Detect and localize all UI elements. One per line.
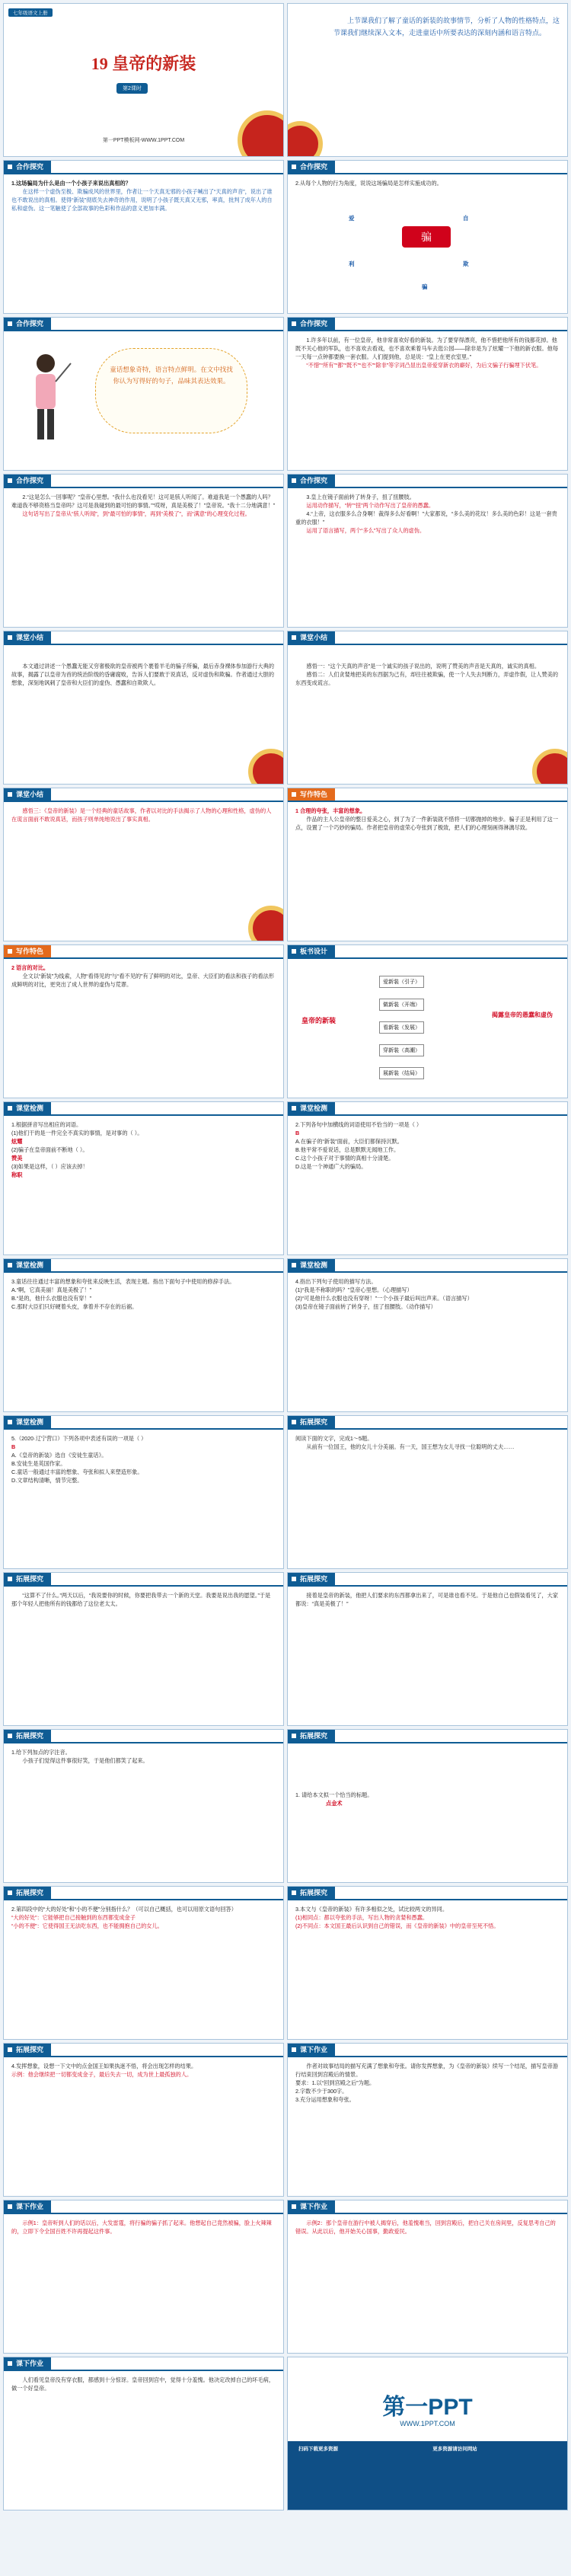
slide-15 [3,1101,284,1255]
option: C.那时大臣们只好硬着头皮，拿着并不存在的后裾。 [11,1303,138,1310]
slide-30 [287,2200,568,2354]
section-tab: 写作特色 [4,945,51,957]
diagram-label: 爱 [349,215,355,222]
page-title: 19 皇帝的新装 [91,54,196,73]
intro-text: 上节课我们了解了童话的新装的故事情节，分析了人物的性格特点，这节课我们继续深入文本，走进童话中所要表达的深刻内涵和语言特点。 [333,17,560,37]
slide-26 [287,1886,568,2040]
list-item: (2)“可是他什么衣服也没有穿呀！”一个小孩子最后叫出声来。（语言描写） [295,1295,473,1302]
brand-logo: 第一PPT [382,2395,473,2420]
option: A.《皇帝的新装》选自《安徒生童话》。 [11,1452,107,1459]
question: 4.指出下列句子使用的描写方法。 [295,1278,377,1285]
slide-24 [287,1729,568,1883]
board-right: 揭露皇帝的愚蠢和虚伪 [492,1012,553,1018]
section-tab: 合作探究 [288,161,335,173]
section-tab: 拓展探究 [288,1730,335,1742]
insight-text: 感悟三：《皇帝的新装》是一个经典的童话故事，作者以对比的手法揭示了人物的心理和性格，虚伪的人在谎言面前不敢说真话，而孩子则单纯地说出了事实真相。 [11,807,272,823]
list-item: (3)皇帝在镜子面前转了转身子，扭了扭腰肢。（动作描写） [295,1303,436,1310]
list-item: (1)他们干的是一件完全不真实的事情，是对事的（ ）。 [11,1130,143,1136]
feature-heading: 2 语言的对比。 [11,964,49,971]
answer: 赞美 [11,1155,23,1162]
section-tab: 拓展探究 [4,2044,51,2056]
decoration-circle-icon [287,121,323,157]
option: C.这个小孩子对于事情的真相十分清楚。 [295,1155,394,1162]
teacher-icon [19,348,72,447]
section-tab: 课堂检测 [288,1259,335,1271]
slide-12 [287,788,568,941]
analysis-note: 运用动作描写，“转”“扭”两个动作写出了皇帝的愚蠢。 [306,502,435,509]
list-item: (1)“我是不称职的吗？”皇帝心里想。（心理描写） [295,1286,413,1293]
section-tab: 课堂小结 [288,631,335,644]
slide-7 [3,474,284,628]
answer: 在这样一个虚伪至极、欺骗成风的世界里，作者让一个天真无邪的小孩子喊出了“天真的声音”，说出了谁也不敢说出的真相。使得“新装”彻底失去神奇的作用，说明了小孩子既天真又无邪，率真，批判了成年人的自私和虚伪。这一笔触使了全部故事的色彩和作品的意义更加丰满。 [11,188,273,212]
option: C.童话一般通过丰富的想象、夸张和拟人来塑造形象。 [11,1469,143,1475]
question: 1.这场骗局为什么是由一个小孩子来说出真相的？ [11,180,131,187]
brand-url[interactable]: WWW.1PPT.COM [400,2420,455,2427]
section-tab: 课堂小结 [4,631,51,644]
slide-20 [287,1415,568,1569]
answer: “小的不便”：它使得国王无法吃东西，也不能拥抱自己的女儿。 [11,1922,163,1929]
lesson-button[interactable]: 第2课时 [116,83,148,94]
board-item: 做新装（开端） [379,999,424,1011]
summary-text: 本文通过讲述一个愚蠢无能又穷奢极欲的皇帝被两个裹着羊毛的骗子所骗，最后赤身裸体参加游行大典的故事，揭露了以皇帝为首的统治阶级的昏庸腐败，告诉人们要敢于说真话，反对虚伪和欺骗。作者通过大胆的想象，深刻地讽刺了皇帝和大臣们的虚伪、愚蠢和自欺欺人。 [11,663,275,686]
quote-text: 3.皇上在镜子面前转了转身子，扭了扭腰肢。 [306,494,415,500]
reading-text: 小孩子们觉得这件事很好笑，于是他们都笑了起来。 [22,1757,148,1764]
section-tab: 拓展探究 [4,1730,51,1742]
feature-text: 全文以“新装”为线索，人物“看得见的”与“看不见的”有了鲜明的对比，皇帝、大臣们的看法和孩子的看法形成鲜明的对比，更突出了成人世界的虚伪与荒谬。 [11,973,275,988]
diagram-label: 骗 [422,283,428,290]
option: B.安徒生是英国作家。 [11,1460,66,1467]
section-tab: 合作探究 [288,475,335,487]
slide-4 [287,160,568,314]
question: 5.（2020·辽宁营口）下列各项中表述有误的一项是（ ） [11,1435,147,1442]
diagram-label: 自 [463,215,469,222]
slide-5 [3,317,284,471]
sample-text: 人们看见皇帝没有穿衣服，都感到十分惊讶。皇帝回到宫中，觉得十分羞愧。他决定改掉自己的坏毛病，做一个好皇帝。 [11,2376,275,2392]
section-tab: 拓展探究 [288,1416,335,1428]
section-tab: 写作特色 [288,788,335,801]
section-tab: 课堂检测 [4,1259,51,1271]
slide-25 [3,1886,284,2040]
section-tab: 课堂检测 [4,1102,51,1114]
slide-18 [287,1258,568,1412]
slide-17 [3,1258,284,1412]
slide-29 [3,2200,284,2354]
footer-right-title: 更多资源请访问网站 [432,2447,477,2452]
question: 2.下列各句中加横线的词语使用不恰当的一项是（ ） [295,1121,423,1128]
list-item: (2)骗子在皇帝面前不断地（ ）。 [11,1146,88,1153]
answer: “大的好处”：它能够把自己接触到的东西都变成金子 [11,1914,136,1921]
board-item: 看新装（发展） [379,1021,424,1034]
question: 1. 请给本文拟一个恰当的标题。 [295,1791,373,1798]
section-tab: 拓展探究 [4,1573,51,1585]
board-item: 展新装（结局） [379,1067,424,1079]
board-item: 穿新装（高潮） [379,1044,424,1056]
feature-text: 作品的主人公皇帝的整日爱美之心，到了为了一件新装就不惜将一切都抛掉的地步。骗子正是利用了这一点，设置了一个巧妙的骗局。作者把皇帝的虚荣心夸张到了极致，把人们的心理刻画得淋漓尽致。 [295,816,559,831]
prompt-cloud: 童话想象奇特，语言特点鲜明。在文中找找你认为写得好的句子，品味其表达效果。 [95,348,247,433]
section-tab: 课堂检测 [4,1416,51,1428]
section-tab: 拓展探究 [288,1887,335,1899]
grade-tag: 七年级语文上册 [8,8,53,17]
answer: 示例：他会继续把一切都变成金子，最后失去一切，成为世上最孤独的人。 [11,2071,193,2078]
slide-21 [3,1572,284,1726]
section-tab: 课下作业 [4,2357,51,2370]
slide-8 [287,474,568,628]
slide-13 [3,944,284,1098]
slide-9 [3,631,284,785]
slide-10 [287,631,568,785]
answer: B [11,1443,16,1450]
requirement: 要求：1.以“回到宫殿之后”为题。 [295,2079,375,2086]
insight-text: 感悟一：“这个天真的声音”是一个诚实的孩子说出的，说明了赞美的声音是天真的，诚实的真相。 [306,663,541,670]
quote-text: 4.“上帝，这衣服多么合身啊！裁得多么好看啊！”大家都说，“多么美的花纹！多么美的色彩！这是一套贵重的衣服！” [295,510,557,526]
section-tab: 合作探究 [4,161,51,173]
answer: 点金术 [326,1800,343,1807]
question: 3.本文与《皇帝的新装》有许多相似之处，试比较两文的异同。 [295,1906,448,1913]
slide-22 [287,1572,568,1726]
slide-27 [3,2043,284,2197]
board-item: 爱新装（引子） [379,976,424,988]
section-tab: 课堂检测 [288,1102,335,1114]
question: 2.从每个人物的行为角度，说说这场骗局是怎样实施成功的。 [295,180,442,187]
question: 1.根据拼音写出相应的词语。 [11,1121,82,1128]
insight-text: 感悟二：人们贪婪地把美的东西据为己有，却往往被欺骗，使一个人失去判断力，弄虚作假，让人赞美的东西变成谎言。 [295,671,559,686]
decoration-circle-icon [238,110,284,157]
board-left: 皇帝的新装 [301,1017,337,1024]
section-tab: 课下作业 [4,2200,51,2213]
question: 2.第四段中的“大的好处”和“小的不便”分别指什么？（可以自己概括，也可以用原文语句回答） [11,1906,237,1913]
reading-text: 接着是皇帝的新装，他把人们要求的东西都拿出来了，可是谁也看不见。于是他自己也假装看见了，大家都说：“真是美极了！” [295,1592,559,1607]
slide-6 [287,317,568,471]
footer-left-title: 扫码下载更多资源 [298,2447,338,2452]
site-url: 第一PPT模板网-WWW.1PPT.COM [102,138,185,143]
question: 阅读下面的文字，完成1～5题。 [295,1435,373,1442]
reading-text: 从前有一位国王，他的女儿十分美丽。有一天，国王想为女儿寻找一位聪明的丈夫…… [306,1443,515,1450]
section-tab: 课堂小结 [4,788,51,801]
homework-text: 作者对故事结局的描写充满了想象和夸张。请你发挥想象，为《皇帝的新装》续写一个结尾，描写皇帝游行结束回到宫殿后的情景。 [295,2063,559,2078]
sample-text: 示例2：那个皇帝在游行中被人揭穿后，他羞愧难当，回到宫殿后，把自己关在房间里，反复思考自己的错误。从此以后，他开始关心国事，勤政爱民。 [295,2220,556,2235]
option: B.他平常不爱说话，总是默默无闻地工作。 [295,1146,400,1153]
option: A.“啊，它真美丽！真是美极了！” [11,1286,92,1293]
section-tab: 合作探究 [4,475,51,487]
slide-23 [3,1729,284,1883]
section-tab: 课下作业 [288,2200,335,2213]
slide-28 [287,2043,568,2197]
option: A.在骗子的“新装”面前，大臣们都保持沉默。 [295,1138,403,1145]
answer: (2)不同点：本文国王最后认识到自己的错误，而《皇帝的新装》中的皇帝至死不悟。 [295,1922,499,1929]
list-item: (3)如果是这样，（ ）应该去掉！ [11,1163,88,1170]
requirement: 2.字数不少于300字。 [295,2088,348,2095]
analysis-note: 这句话写出了皇帝从“骇人听闻”，到“最可怕的事情”，再到“美极了”，而“满意”的心理变化过程。 [22,510,250,517]
quote-text: 2.“这是怎么一回事呢？”皇帝心里想。“我什么也没看见！这可是骇人听闻了。难道我是一个愚蠢的人吗？难道我不够资格当皇帝吗？这可是我碰到的最可怕的事情。”“哎呀，真是美极了！”皇帝说。“我十二分地满意！” [11,494,276,509]
answer: (1)相同点：都以夸张的手法，写出人物的贪婪和愚蠢。 [295,1914,429,1921]
section-tab: 板书设计 [288,945,335,957]
question: 3.童话往往通过丰富的想象和夸张来反映生活，表现主题。指出下面句子中使用的修辞手法。 [11,1278,235,1285]
quote-text: 1.许多年以前，有一位皇帝，他非常喜欢好看的新装。为了要穿得漂亮，他不惜把他所有的钱都花掉。他既不关心他的军队，也不喜欢去看戏，也不喜欢乘着马车去逛公园——除非是为了炫耀一下他的新衣服。他每一天每一点钟都要换一套衣服。人们提到他，总是说：“皇上在更衣室里。” [295,337,559,360]
answer: 炫耀 [11,1138,23,1145]
intro-slide [287,3,568,157]
section-tab: 拓展探究 [4,1887,51,1899]
slide-31 [3,2357,284,2510]
section-tab: 课下作业 [288,2044,335,2056]
option: B.“是的，他什么衣服也没有穿！” [11,1295,92,1302]
feature-heading: 1 合理的夸张，丰富的想象。 [295,807,366,814]
slide-19 [3,1415,284,1569]
requirement: 3.充分运用想象和夸张。 [295,2096,355,2103]
question: 1.给下列加点的字注音。 [11,1749,71,1756]
slide-14 [287,944,568,1098]
slide-3 [3,160,284,314]
section-tab: 拓展探究 [288,1573,335,1585]
slide-11 [3,788,284,941]
section-tab: 合作探究 [4,318,51,330]
answer: 称职 [11,1171,23,1178]
analysis-note: “不惜”“所有”“都”“既不”“也不”“除非”等字词凸显出皇帝爱穿新衣的癖好，为后文骗子行骗埋下伏笔。 [306,362,542,369]
slide-16 [287,1101,568,1255]
slide-32 [287,2357,568,2510]
option: D.这是一个神通广大的骗局。 [295,1163,367,1170]
footer-panel [288,2441,567,2510]
answer: B [295,1130,300,1136]
diagram-label: 欺 [463,260,469,267]
question: 4.发挥想象，设想一下文中的点金国王如果执迷不悟，将会出现怎样的结果。 [11,2063,197,2069]
analysis-note: 运用了语言描写，两个“多么”写出了众人的虚伪。 [306,527,426,534]
section-tab: 合作探究 [288,318,335,330]
option: D.文章结构清晰，情节完整。 [11,1477,83,1484]
cover-slide [3,3,284,157]
sample-text: 示例1：皇帝听到人们的话以后，大发雷霆，将行骗的骗子抓了起来。他想起自己竟然被骗，脸上火辣辣的，立即下令全国百姓不许再提起这件事。 [11,2220,272,2235]
diagram-label: 利 [349,260,355,267]
diagram-center: 骗 [402,226,451,248]
reading-text: “这算不了什么。”两天以后，“我说要你的时候，你要把我带去一个新的天堂。我要是说出我的愿望。”于是那个年轻人把他所有的钱都给了这位老太太。 [11,1592,271,1607]
